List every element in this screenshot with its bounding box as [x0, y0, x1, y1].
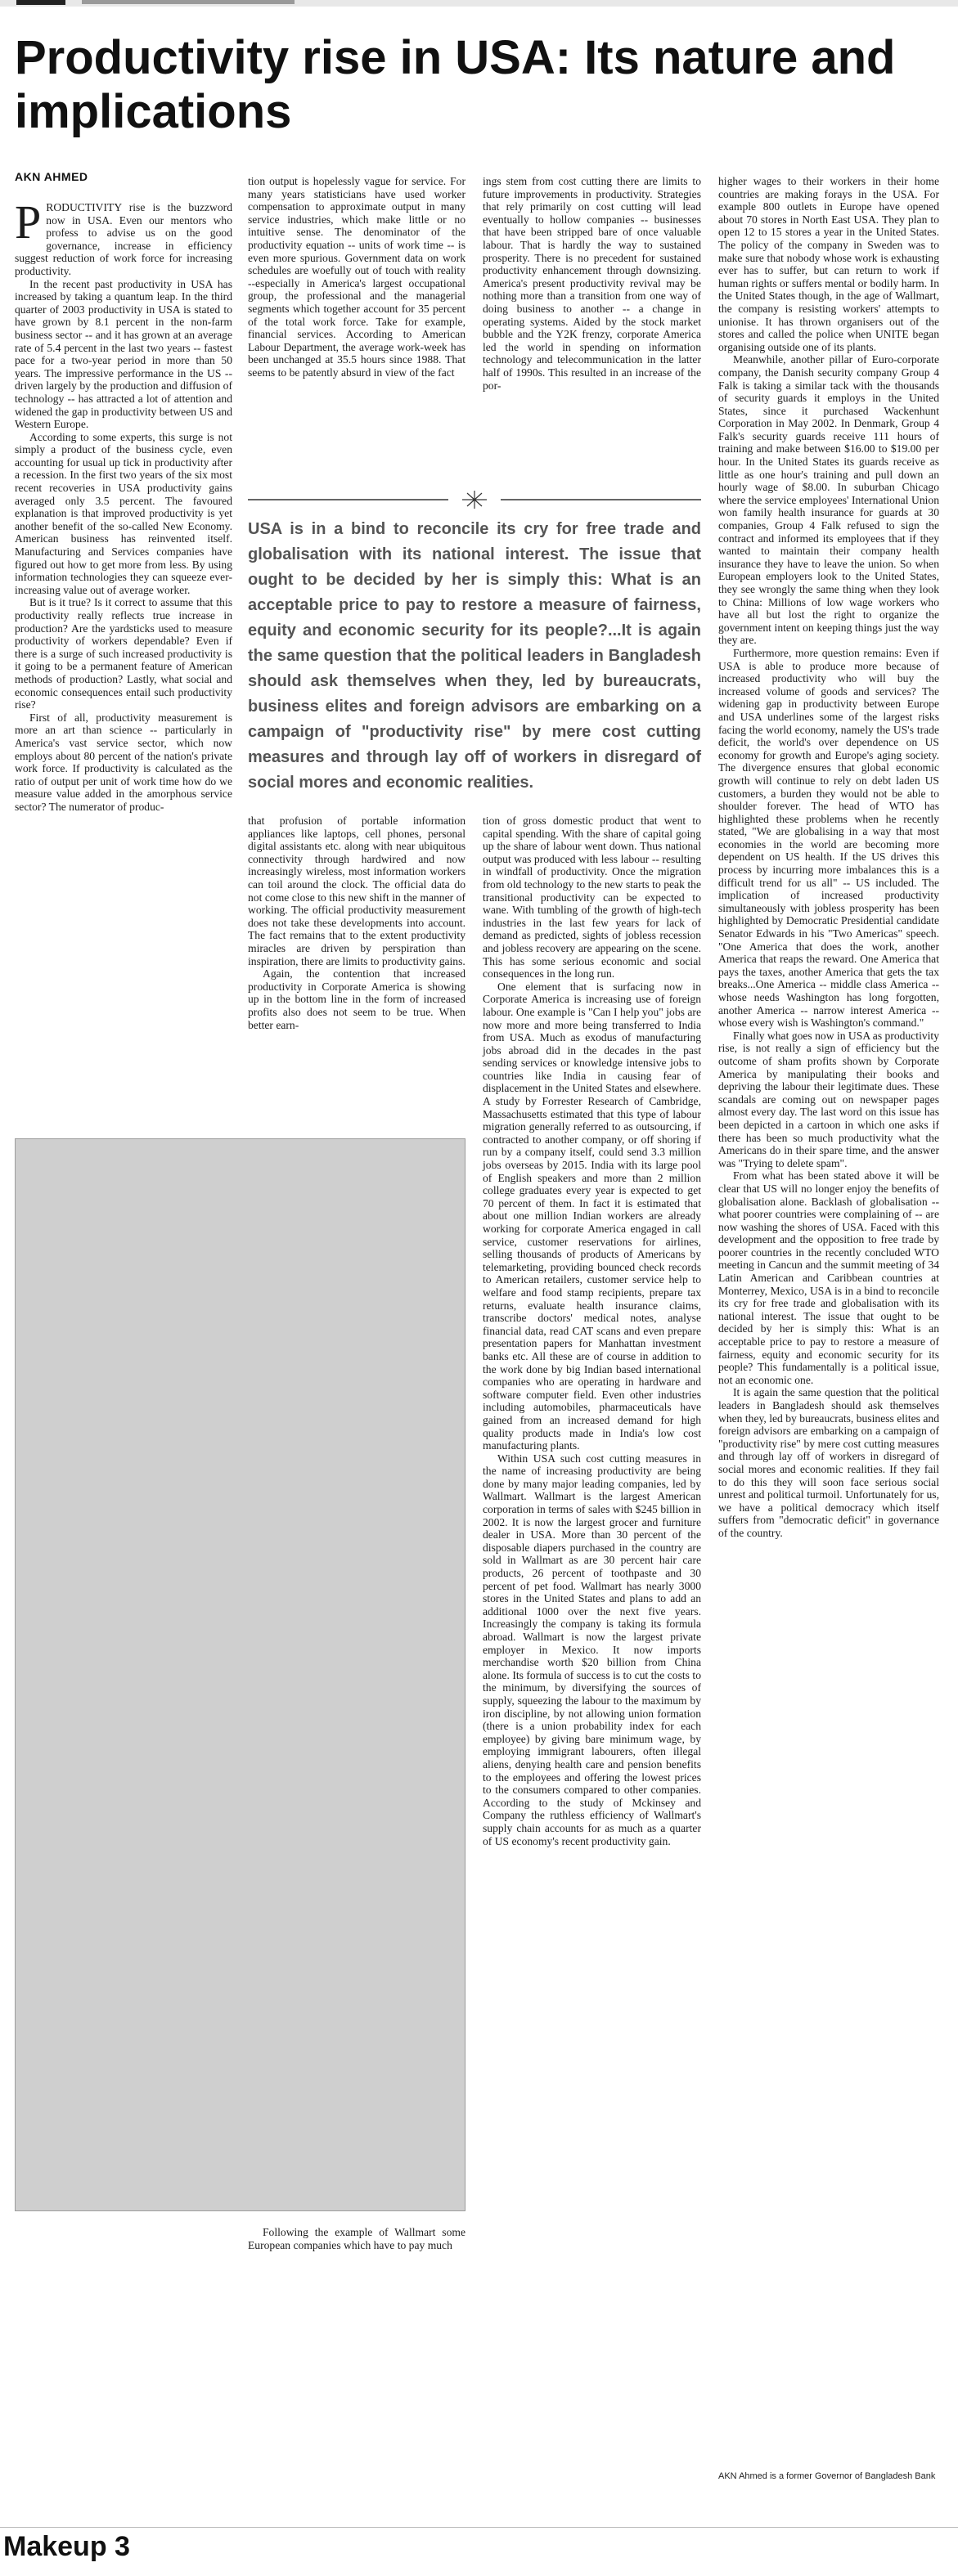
- column-1: [15, 195, 232, 813]
- lead-paragraph: [15, 195, 232, 278]
- column-2-middle: [248, 815, 466, 1031]
- body-paragraph: One element that is surfacing now in Corporate America is increasing use of foreign labour. One example is "Can I help you" jobs are now more and more being transferred to India from USA. Much as exodus of manufacturing jobs abroad did in the decades in the past sending services or knowledge intensive jobs to countries like India in causing fear of displacement in the United States and elsewhere. A study by Forrester Research of Cambridge, Massachusetts estimated that this type of labour migration generally referred to as outsourcing, if contracted to another company, or off shoring if run by a company itself, could send 3.3 million jobs overseas by 2015. India with its large pool of English speakers and more than 2 million college graduates every year is expected to get 70 percent of them. In fact it is estimated that about one million Indian workers are already working for corporate America engaged in call service, customer reservations for airlines, selling thousands of products of Americans by telemarketing, providing bounced check records to American retailers, customer service help to welfare and food stamp recipients, prepare tax returns, evaluate health insurance claims, transcribe doctors' medical notes, analyse financial data, read CAT scans and even prepare presentation papers for Manhattan investment banks etc. All these are of course in addition to the work done by big Indian based international companies who are operating in hardware and software computer field. Even other industries including automobiles, pharmaceuticals have gained from an increased demand for high quality products made in India's low cost manufacturing plants.: [483, 980, 701, 1452]
- body-paragraph: Furthermore, more question remains: Even if USA is able to produce more because of increased productivity who will buy the increased volume of goods and services? The widening gap in productivity between Europe and USA underlines some of the largest risks facing the world economy, namely the US's trade deficit, the world's over dependence on US economy for growth and Europe's aging society. The divergence ensures that global economic growth will continue to rely on debt laden US customers, a burden they would not be able to shoulder forever. The head of WTO has highlighted these problems when he recently stated, "We are globalising in a way that most economies in the world are becoming more dependent on US health. If the US drives this process by incurring more imbalances this is a difficult trend for us all" -- US included. The implication of increased productivity simultaneously with jobless prosperity has been highlighted by Democratic Presidential candidate Senator Edwards in his "Two Americas" speech. "One America that does the work, another America that reaps the reward. One America that pays the taxes, another America that gets the tax breaks...One America -- middle class America -- whose needs Washington has long forgotten, another America -- narrow interest America -- whose every wish is Washington's command.": [718, 646, 939, 1030]
- body-paragraph: Again, the contention that increased productivity in Corporate America is showing up in the bottom line in the form of increased profits also does not seem to be true. When better earn-: [248, 967, 466, 1031]
- body-paragraph: ings stem from cost cutting there are limits to future improvements in productivity. Strategies that rely primarily on cost cutting will lead eventually to hollow companies -- businesses that have been stripped bare of once valuable labour. That is hardly the way to sustained prosperity. There is no precedent for sustained productivity enhancement through downsizing. America's present productivity revival may be nothing more than a transition from one way of doing business to another -- a change in operating systems. Aided by the stock market bubble and the Y2K frenzy, corporate America led the world in spending on information technology and telecommunication in the latter half of 1990s. This resulted in an increase of the por-: [483, 175, 701, 392]
- column-4: [718, 175, 939, 2457]
- body-paragraph: According to some experts, this surge is not simply a product of the business cycle, even accounting for usual up tick in productivity after a recession. In the first two years of the six most recent recoveries in USA productivity gains averaged only 3.5 percent. The favoured explanation is that improved productivity is yet another benefit of the so-called New Economy. American business has reinvented itself. Manufacturing and Services companies have figured out how to get more from less. By using information technologies they can squeeze ever-increasing value out of average worker.: [15, 430, 232, 596]
- body-paragraph: higher wages to their workers in their home countries are making forays in the USA. For example 800 outlets in Europe have opened about 70 stores in North East USA. They plan to open 12 to 15 stores a year in the United States. The policy of the company in Sweden was to make sure that nobody whose work is exhausting ever has to suffer, but can return to work if human rights or suffers mental or bodily harm. In the United States though, in the age of Wallmart, the company is resisting workers' attempts to unionise. It has thrown organisers out of the stores and called the police when UNITE began organising outside one of its plants.: [718, 175, 939, 353]
- body-paragraph: Following the example of Wallmart some European companies which have to pay much: [248, 2226, 466, 2251]
- article-photo-placeholder: [15, 1138, 466, 2211]
- body-paragraph: In the recent past productivity in USA has increased by taking a quantum leap. In the third quarter of 2003 productivity in USA is stated to have grown by 8.1 percent in the non-farm business sector -- and it has grown at an average rate of 5.4 percent in the last two years -- fastest pace for a two-year period in more than 50 years. The impressive performance in the US -- driven largely by the production and diffusion of technology -- has attracted a lot of attention and widened the gap in productivity between US and Western Europe.: [15, 277, 232, 431]
- masthead-strip-block: [16, 0, 65, 5]
- body-paragraph: Within USA such cost cutting measures in the name of increasing productivity are being done by many major leading companies, led by Wallmart. Wallmart is the largest American corporation in terms of sales with $245 billion in 2002. It is now the largest grocer and furniture dealer in USA. More than 30 percent of the disposable diapers purchased in the country are sold in Wallmart as are 30 percent hair care products, 26 percent of toothpaste and 30 percent of pet food. Wallmart has nearly 3000 stores in the United States and plans to add an additional 1000 over the next five years. Increasingly the company is taking its formula abroad. Wallmart is now the largest private employer in Mexico. It now imports merchandise worth $20 billion from China alone. Its formula of success is to cut the costs to the minimum, by diversifying the sources of supply, squeezing the labour to the maximum by iron discipline, by not allowing union formation (there is a union probability index for each employee) by giving bare minimum wage, by employing immigrant labourers, often illegal aliens, denying health care and pension benefits to the employees and offering the lowest prices to the consumers compared to other companies. According to the study of Mckinsey and Company the ruthless efficiency of Wallmart's supply chain accounts for as much as a quarter of US economy's recent productivity gain.: [483, 1452, 701, 1847]
- byline: AKN AHMED: [15, 170, 88, 183]
- body-paragraph: Finally what goes now in USA as productivity rise, is not really a sign of efficiency but the outcome of sham profits shown by Corporate America by manipulating their books and depriving the labour their legitimate dues. These scandals are coming out on newspaper pages almost every day. The last word on this issue has been depicted in a cartoon in which one asks if there has been so much productivity what the Americans do in their spare time, and the answer was "Trying to delete spam".: [718, 1029, 939, 1169]
- body-paragraph: tion output is hopelessly vague for service. For many years statisticians have used worker compensation to approximate output in many service industries, which make little or no intuitive sense. The denominator of the productivity equation -- units of work time -- is even more spurious. Government data on work schedules are woefully out of touch with reality --especially in America's largest occupational group, the professional and the managerial segments which together account for 35 percent of the total work force. Take for example, financial services. According to American Labour Department, the average work-week has been unchanged at 35.5 hours since 1988. That seems to be patently absurd in view of the fact: [248, 175, 466, 379]
- column-2-upper: [248, 175, 466, 478]
- body-paragraph: First of all, productivity measurement is more an art than science -- particularly in America's vast service sector, which now employs about 80 percent of the nation's private work force. If productivity is calculated as the ratio of output per unit of work time how do we measure value added in the amorphous service sector? The numerator of produc-: [15, 711, 232, 813]
- column-3-upper: [483, 175, 701, 478]
- footer-label: Makeup 3: [3, 2531, 130, 2562]
- body-paragraph: But is it true? Is it correct to assume that this productivity really reflects true increase in production? Are the yardsticks used to measure productivity of workers dependable? Even if there is a surge of such increased productivity is it going to be a permanent feature of American methods of production? Lastly, what social and economic consequences entail such productivity rise?: [15, 596, 232, 711]
- body-paragraph: It is again the same question that the political leaders in Bangladesh should ask themselves when they, led by bureaucrats, business elites and foreign advisors are embarking on a campaign of "productivity rise" by mere cost cutting measures and through lay off of workers in disregard of social mores and economic realities. If they fail to do this they will soon face serious social unrest and political turmoil. Unfortunately for us, we have a political democracy which itself suffers from "democratic deficit" in governance of the country.: [718, 1386, 939, 1539]
- lead-paragraph-text: RODUCTIVITY rise is the buzzword now in USA. Even our mentors who profess to advise us on the good governance, increase in efficiency suggest reduction of work force for increasing productivity.: [15, 201, 232, 277]
- headline: Productivity rise in USA: Its nature and implications: [15, 31, 896, 138]
- body-paragraph: that profusion of portable information appliances like laptops, cell phones, personal digital assistants etc. along with near ubiquitous connectivity through hardwired and now increasingly wireless, most information workers can toil around the clock. The official data do not come close to this new shift in the manner of working. The official productivity measurement does not take these developments into account. The fact remains that to the extent productivity miracles are driven by perspiration than inspiration, there are limits to productivity gains.: [248, 815, 466, 967]
- body-paragraph: tion of gross domestic product that went to capital spending. With the share of capital going up the share of labour went down. Thus national output was produced with less labour -- resulting in windfall of productivity. Once the migration from old technology to the new starts to peak the transitional productivity can be expected to wane. With tumbling of the growth of high-tech industries in the last few years for lack of demand as predicted, sights of jobless recession and jobless recovery are appearing on the scene. This has some serious economic and social consequences in the long run.: [483, 815, 701, 981]
- page-top-strip: [0, 0, 958, 7]
- body-paragraph: From what has been stated above it will be clear that US will no longer enjoy the benefits of globalisation alone. Backlash of globalisation -- what poorer countries were complaining of -- are now washing the shores of USA. Faced with this development and the opposition to free trade by poorer countries in the recently concluded WTO meeting in Cancun and the summit meeting of 34 Latin American and Caribbean countries at Monterrey, Mexico, USA is in a bind to reconcile its cry for free trade and globalisation with its national interest. The issue that ought to be decided by her is simply this: What is an acceptable price to pay to restore a measure of fairness, equity and economic security for its people? This fundamentally is a political issue, not an economic one.: [718, 1169, 939, 1386]
- drop-cap: P: [15, 195, 42, 249]
- column-2-lower: [248, 2226, 466, 2537]
- masthead-strip-rule: [82, 0, 295, 4]
- body-paragraph: Meanwhile, another pillar of Euro-corporate company, the Danish security company Group 4 Falk is taking a similar tack with the thousands of security guards it employs in the United States, since it purchased Wackenhunt Corporation in May 2002. In Denmark, Group 4 Falk's security guards receive 111 hours of training and make between $16.00 to $19.00 per hour. In the United States its guards receive as little as one hour's training and pull down an hourly wage of $8.00. In suburban Chicago where the service employees' International Union won family health insurance for guards at 30 companies, Group 4 Falk refused to sign the contract and informed its employees that if they wanted to maintain their company health insurance they have to leave the union. So when European employers look to the United States, they see wrongly the same thing when they look to China: Millions of low wage workers who have all but lost the right to organize the government intent on keeping things just the way they are.: [718, 353, 939, 647]
- column-3-lower: [483, 815, 701, 2507]
- page-footer: [0, 2527, 958, 2576]
- pull-quote-divider: [248, 491, 701, 509]
- author-bio: AKN Ahmed is a former Governor of Bangladesh Bank: [718, 2471, 936, 2481]
- pull-quote: USA is in a bind to reconcile its cry for free trade and globalisation with its national interest. The issue that ought to be decided by her is simply this: What is an acceptable price to pay to restore a measure of fairness, equity and economic security for its people?...It is again the same question that the political leaders in Bangladesh should ask themselves when they, led by bureaucrats, business elites and foreign advisors are embarking on a campaign of "productivity rise" by mere cost cutting measures and through lay off of workers in disregard of social mores and economic realities.: [248, 520, 701, 792]
